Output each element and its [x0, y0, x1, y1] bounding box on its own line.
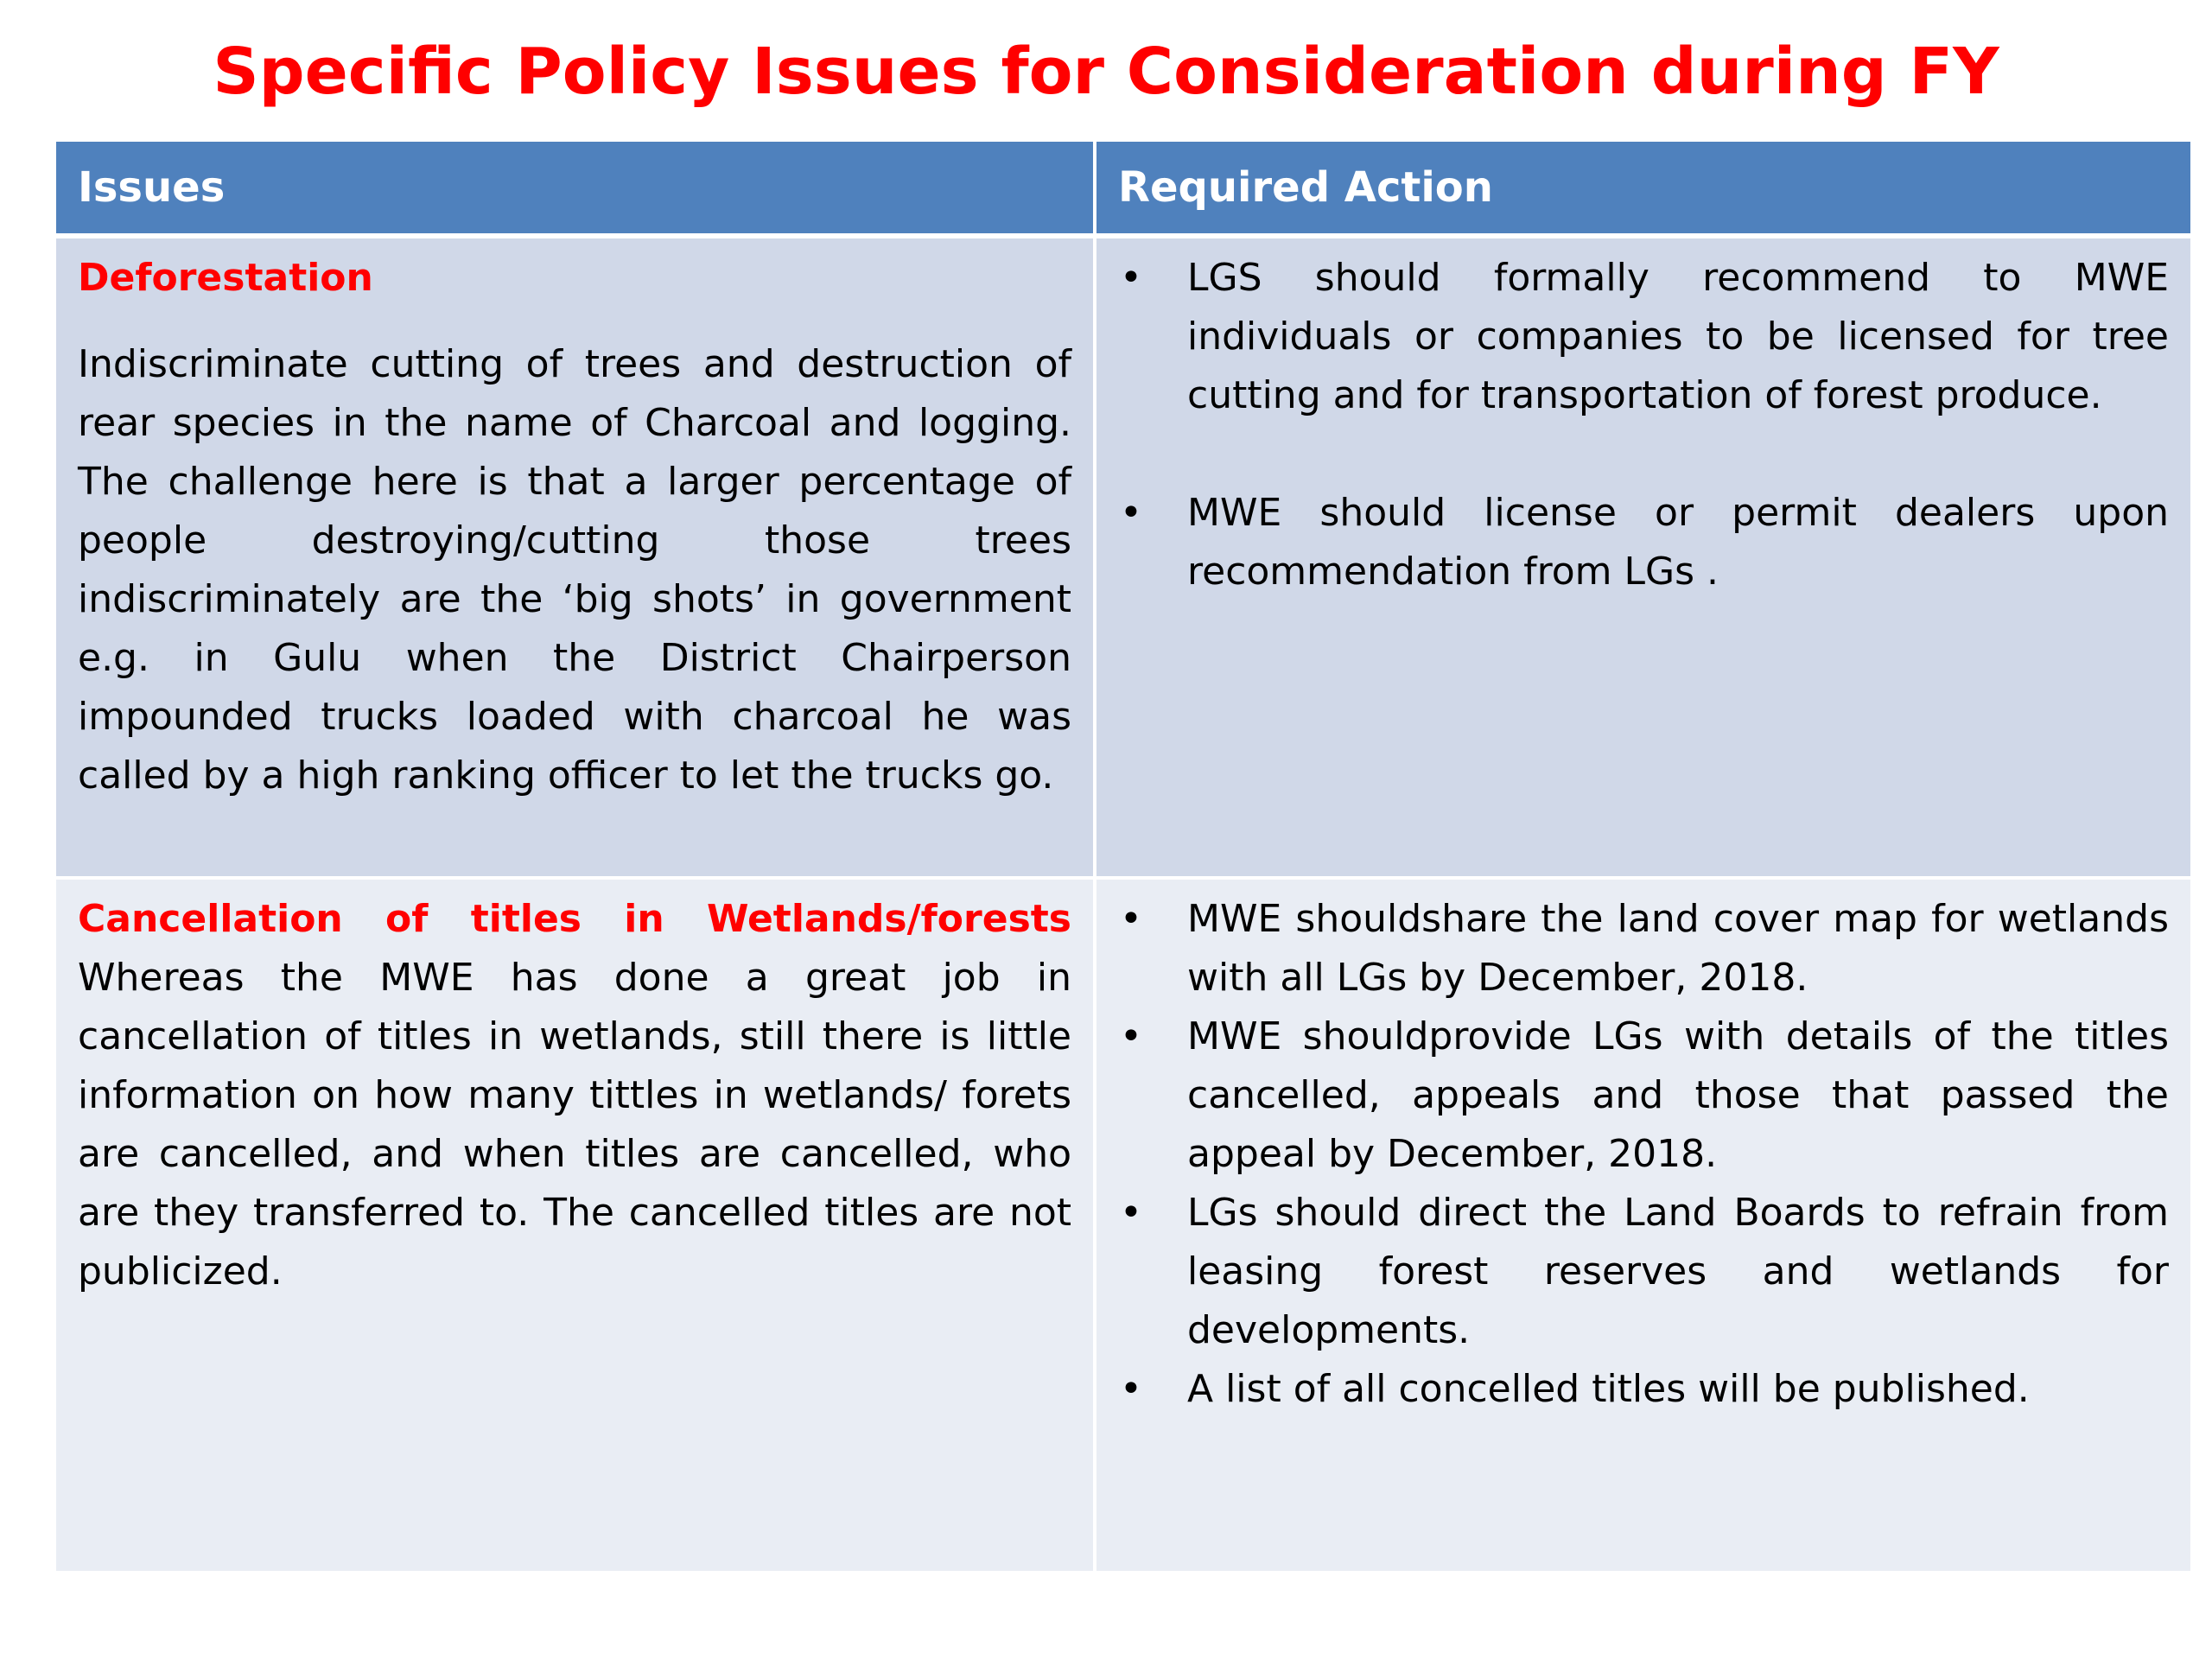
action-item: [1118, 249, 2169, 425]
bullet-icon: •: [1120, 256, 1142, 300]
page-title: Specific Policy Issues for Consideration during FY: [213, 35, 1999, 109]
policy-table: [56, 142, 2190, 1571]
table-header-row: [56, 142, 2190, 238]
issue-cell: [56, 880, 1093, 1571]
action-text: LGS should formally recommend to MWE individuals or companies to be licensed for tree cutting and for transportation of forest produce.: [1187, 256, 2169, 417]
issue-title: Cancellation of titles in Wetlands/forests: [78, 897, 1071, 941]
bullet-icon: •: [1120, 1191, 1142, 1235]
action-text: A list of all concelled titles will be published.: [1187, 1367, 2030, 1411]
action-text: MWE should license or permit dealers upon recommendation from LGs .: [1187, 491, 2169, 594]
table-row-deforestation: [56, 238, 2190, 880]
action-item: [1118, 1360, 2169, 1419]
action-text: MWE shouldprovide LGs with details of the titles cancelled, appeals and those that passed the appeal by December, 2018.: [1187, 1014, 2169, 1176]
action-item: [1118, 1184, 2169, 1360]
action-cell: [1093, 880, 2190, 1571]
bullet-icon: •: [1120, 897, 1142, 941]
action-text: MWE shouldshare the land cover map for wetlands with all LGs by December, 2018.: [1187, 897, 2169, 1000]
action-text: LGs should direct the Land Boards to refrain from leasing forest reserves and wetlands for developments.: [1187, 1191, 2169, 1352]
table-row-cancellation-of-titles: [56, 880, 2190, 1571]
column-header-issues: Issues: [56, 142, 1093, 238]
bullet-icon: •: [1120, 1014, 1142, 1058]
bullet-icon: •: [1120, 1367, 1142, 1411]
action-item: [1118, 484, 2169, 601]
bullet-icon: •: [1120, 491, 1142, 535]
issue-description: Indiscriminate cutting of trees and destruction of rear species in the name of Charcoal and logging. The challenge here is that a larger percentage of people destroying/cutting those trees indiscriminately are the ‘big shots’ in government e.g. in Gulu when the District Chairperson impounded trucks loaded with charcoal he was called by a high ranking officer to let the trucks go.: [78, 342, 1071, 798]
action-item: [1118, 890, 2169, 1007]
issue-paragraph: [78, 890, 1071, 1301]
action-list: [1118, 890, 2169, 1419]
column-header-required-action: Required Action: [1093, 142, 2190, 238]
issue-description: Whereas the MWE has done a great job in cancellation of titles in wetlands, still there is little information on how many tittles in wetlands/ forets are cancelled, and when titles are cancelled, who are they transferred to. The cancelled titles are not publicized.: [78, 956, 1071, 1294]
action-cell: [1093, 238, 2190, 880]
action-list: [1118, 249, 2169, 601]
issue-cell: [56, 238, 1093, 880]
action-item: [1118, 1007, 2169, 1184]
issue-title: Deforestation: [78, 256, 373, 300]
